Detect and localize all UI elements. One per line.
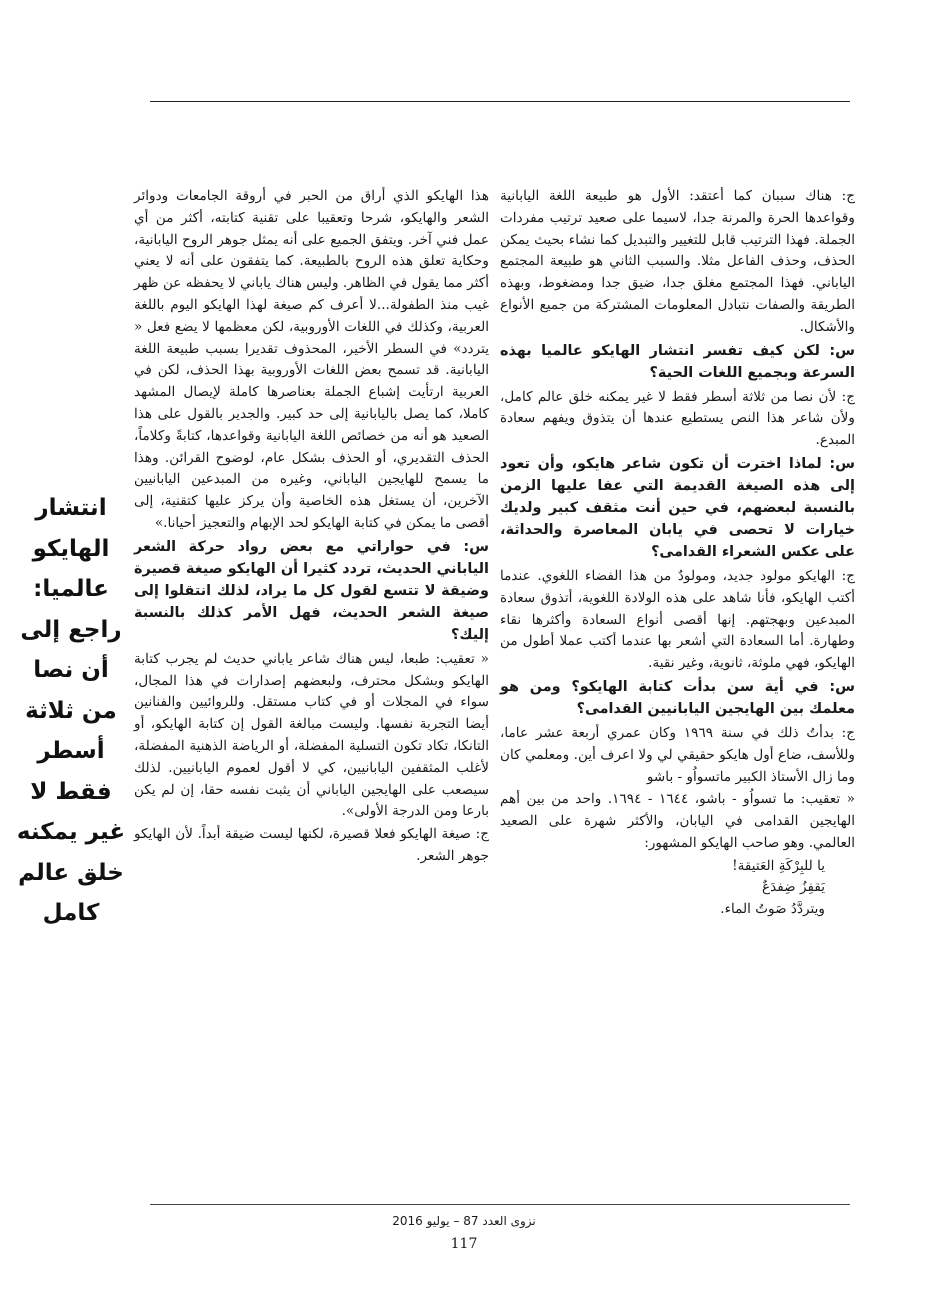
comment-note: « تعقيب: ما تسواُو - باشو، ١٦٤٤ - ١٦٩٤. واحد من بين أهم الهايجين القدامى في اليابان، والأكثر شهرة على الصعيد العالمي. وهو صاحب الهايكو المشهور: [500, 791, 855, 851]
question-heading: س: في أية سن بدأت كتابة الهايكو؟ ومن هو معلمك بين الهايجين اليابانيين القدامى؟ [500, 678, 855, 717]
page-number: 117 [450, 1236, 478, 1252]
header-rule [150, 101, 850, 102]
footer-rule [150, 1204, 850, 1205]
answer-paragraph: ج: بدأتُ ذلك في سنة ١٩٦٩ وكان عمري أربعة عشر عاما، وللأسف، ضاع أول هايكو حقيقي لي ولا اعرف أين. ومعلمي كان وما زال الأستاذ الكبير ماتسواُو - باشو [500, 724, 855, 785]
answer-paragraph: ج: هناك سببان كما أعتقد: الأول هو طبيعة اللغة اليابانية وقواعدها الحرة والمرنة جدا، لاسيما على صعيد ترتيب مفردات الجملة. فهذا الترتيب قابل للتغيير والتبديل كما نشاء بحيث يمكن الحذف، وحذف الفاعل مثلا. والسبب الثاني هو طبيعة المجتمع الياباني. فهذا المجتمع مغلق جدا، ضيق جدا ومضغوط، وبهذه الطريقة والصفات نتبادل المعلومات المشتركة من جميع الأنواع والأشكال. [500, 188, 855, 335]
verse-line: يا للبِرْكَةِ العَتيقة! [732, 857, 825, 874]
verse-line: يَقفِزُ ضِفدَعٌ [761, 879, 825, 896]
pull-quote: انتشار الهايكو عالميا: راجع إلى أن نصا من ثلاثة أسطر فقط لا غير يمكنه خلق عالم كامل [16, 495, 126, 926]
haiku-verse [500, 856, 825, 921]
answer-paragraph: ج: صيغة الهايكو فعلا قصيرة، لكنها ليست ضيقة أبداً. لأن الهايكو جوهر الشعر. [134, 826, 489, 864]
issue-label: نزوى العدد 87 – يوليو 2016 [392, 1214, 536, 1228]
answer-paragraph: ج: لأن نصا من ثلاثة أسطر فقط لا غير يمكنه خلق عالم كامل، ولأن شاعر هذا النص يستطيع عندها أن يتذوق ويفهم سعادة المبدع. [500, 388, 855, 449]
answer-paragraph: ج: الهايكو مولود جديد، ومولودٌ من هذا الفضاء اللغوي. عندما أكتب الهايكو، فأنا شاهد على هذه الولادة اللغوية، أتذوق سعادة المبدعين وبهجتهم. إنها أقصى أنواع السعادة وأكثرها نقاء وطهارة. أما السعادة التي أشعر بها عندما أكتب عملا أطول من الهايكو، فهي ملوثة، ثانوية، وغير نقية. [500, 567, 855, 672]
question-heading: س: لماذا اخترت أن تكون شاعر هايكو، وأن تعود إلى هذه الصيغة القديمة التي عفا عليها الزمن بالنسبة لبعضهم، في حين أنت مثقف كبير ولديك خيارات لا تحصى في يابان المعاصرة والحداثة، على عكس الشعراء القدامى؟ [500, 455, 855, 560]
body-paragraph: هذا الهايكو الذي أراق من الحبر في أروقة الجامعات ودوائر الشعر والهايكو، شرحا وتعقيبا على تقنية كتابته، أكثر من أي عمل فني آخر. ويتفق الجميع على أنه يمثل جوهر الروح اليابانية، وحكاية تعلق هذه الروح بالطبيعة. كما يتفقون على أنه لا يعني أكثر مما يقول في الظاهر. وليس هناك ياباني لا يحفظه عن ظهر غيب منذ الطفولة...لا أعرف كم صيغة لهذا الهايكو اليوم باللغة العربية، وكذلك في اللغات الأوروبية، لكن معظمها لا يضع فعل « يتردد» في السطر الأخير، المحذوف تقديرا بسبب طبيعة اللغة اليابانية. قد تسمح بعض اللغات الأوروبية بهذا الحذف، لكن في العربية ارتأيت إشباع الجملة بعناصرها كاملة لإيصال المشهد كاملا، كما يصل باليابانية إلى حد كبير. والجدير بالقول على هذا الصعيد هو أنه من خصائص اللغة اليابانية وقواعدها، كتابةً وكلاماً، الحذف التقديري، أو الحذف بشكل عام، لوضوح القرائن. وهذا ما يسمح للهايجين الياباني، وغيره من المبدعين اليابانيين الآخرين، أن يستغل هذه الخاصية وأن يركز عليها كتقنية، إلى أقصى ما يمكن في كتابة الهايكو لحد الإبهام والتعجيز أحيانا.» [134, 188, 489, 531]
article-column-right [500, 186, 855, 920]
question-heading: س: لكن كيف تفسر انتشار الهايكو عالميا بهذه السرعة وبجميع اللغات الحية؟ [500, 342, 855, 381]
verse-line: ويتردَّدُ صَوتُ الماء. [720, 900, 825, 917]
comment-note: « تعقيب: طبعا، ليس هناك شاعر ياباني حديث لم يجرب كتابة الهايكو وبشكل محترف، ولبعضهم إصدارات في هذا المجال، سواء في المجلات أو في كتاب مستقل. وللروائيين والفنانين أيضا التجربة نفسها. وليست مبالغة القول إن كتابة الهايكو، أو التانكا، تكاد تكون التسلية المفضلة، أو الرياضة الذهنية المفضلة، لأغلب المثقفين اليابانيين، كي لا أقول لعموم اليابانيين. لذلك سيصعب على الهايجين الياباني أن يثبت نفسه حقا، إن لم يكن بارعا ومن الدرجة الأولى». [134, 650, 489, 820]
question-heading: س: في حواراتي مع بعض رواد حركة الشعر الياباني الحديث، تردد كثيرا أن الهايكو صيغة قصيرة وضيقة لا تتسع لقول كل ما يراد، لذلك انتقلوا إلى صيغة الشعر الحديث، فهل الأمر كذلك بالنسبة إليك؟ [134, 538, 489, 643]
article-column-middle [134, 186, 489, 869]
